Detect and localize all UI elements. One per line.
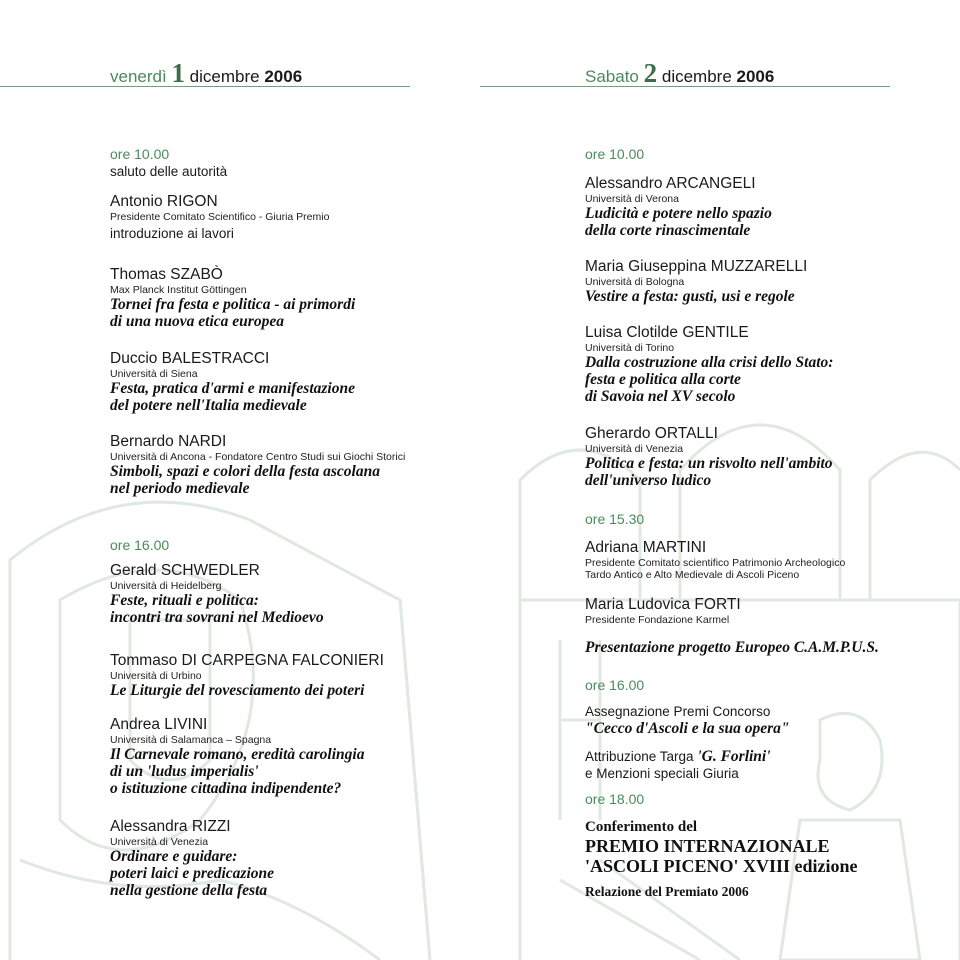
speaker-name: Duccio BALESTRACCI: [110, 350, 270, 367]
year: 2006: [264, 67, 303, 86]
speaker-name: Alessandra RIZZI: [110, 818, 231, 835]
right-day-header: [585, 60, 774, 87]
day-name: Sabato: [585, 67, 639, 86]
session-1530: [585, 511, 644, 528]
session-morning: [110, 146, 227, 180]
session-morning: [585, 146, 644, 163]
speaker-name: Tommaso DI CARPEGNA FALCONIERI: [110, 652, 384, 669]
session-time: ore 10.00: [585, 146, 645, 162]
speaker-gentile: [585, 324, 833, 405]
talk-title: Le Liturgie del rovesciamento dei poteri: [110, 682, 365, 699]
speaker-name: Maria Giuseppina MUZZARELLI: [585, 258, 808, 275]
award-title: "Cecco d'Ascoli e la sua opera": [585, 720, 790, 737]
speaker-name: Andrea LIVINI: [110, 716, 208, 733]
talk-title: di Savoia nel XV secolo: [585, 388, 736, 405]
session-time: ore 10.00: [110, 146, 170, 162]
speaker-affiliation: Tardo Antico e Alto Medievale di Ascoli Piceno: [585, 569, 800, 581]
speaker-affiliation: Presidente Comitato scientifico Patrimonio Archeologico: [585, 557, 846, 569]
speaker-affiliation: Università di Torino: [585, 342, 675, 354]
speaker-rigon: [110, 193, 329, 242]
session-time: ore 16.00: [585, 677, 645, 693]
speaker-name: Bernardo NARDI: [110, 433, 227, 450]
speaker-szabo: [110, 266, 355, 330]
left-day-header: [110, 60, 302, 87]
talk-title: di una nuova etica europea: [110, 313, 284, 330]
speaker-balestracci: [110, 350, 355, 414]
speaker-affiliation: Università di Verona: [585, 193, 679, 205]
speaker-name: Antonio RIGON: [110, 193, 218, 210]
talk-title: della corte rinascimentale: [585, 222, 751, 239]
day-number: 2: [643, 58, 658, 88]
speaker-affiliation: Università di Bologna: [585, 276, 685, 288]
speaker-affiliation: Università di Venezia: [585, 443, 684, 455]
speaker-name: Alessandro ARCANGELI: [585, 175, 756, 192]
year: 2006: [736, 67, 775, 86]
final-line4: Relazione del Premiato 2006: [585, 884, 749, 899]
speaker-livini: [110, 716, 364, 797]
speaker-forti: [585, 596, 741, 626]
targa-name: 'G. Forlini': [697, 748, 771, 765]
talk-title: Il Carnevale romano, eredità carolingia: [110, 746, 365, 763]
talk-title: Tornei fra festa e politica - ai primordi: [110, 296, 356, 313]
day-number: 1: [171, 58, 185, 88]
final-ceremony: [585, 818, 858, 900]
speaker-falconieri: [110, 652, 384, 699]
month: dicembre: [661, 67, 732, 86]
talk-title: Ordinare e guidare:: [110, 848, 238, 865]
session-1600: [585, 677, 644, 694]
talk-title: dell'universo ludico: [585, 472, 712, 489]
talk-title: Simboli, spazi e colori della festa ascolana: [110, 463, 380, 480]
targa-line: [585, 748, 771, 765]
talk-title: poteri laici e predicazione: [110, 865, 275, 882]
speaker-schwedler: [110, 562, 324, 626]
speaker-affiliation: Presidente Comitato Scientifico - Giuria Premio: [110, 211, 330, 223]
final-line1: Conferimento del: [585, 819, 698, 835]
speaker-arcangeli: [585, 175, 772, 239]
speaker-name: Gerald SCHWEDLER: [110, 562, 260, 579]
presentation-line: Presentazione progetto Europeo C.A.M.P.U.S.: [585, 639, 879, 656]
speaker-name: Maria Ludovica FORTI: [585, 596, 741, 613]
talk-title: Ludicità e potere nello spazio: [585, 205, 772, 222]
targa-prefix: Attribuzione Targa: [585, 749, 698, 764]
award-line: Assegnazione Premi Concorso: [585, 704, 771, 719]
figure-head-right: [818, 713, 882, 810]
speaker-affiliation: Università di Ancona - Fondatore Centro Studi sui Giochi Storici: [110, 451, 406, 463]
session-time: ore 16.00: [110, 537, 170, 553]
speaker-name: Thomas SZABÒ: [110, 266, 223, 283]
speaker-affiliation: Università di Heidelberg: [110, 580, 222, 592]
session-1800: [585, 791, 644, 808]
day-name: venerdì: [110, 67, 167, 86]
final-line3: 'ASCOLI PICENO' XVIII edizione: [585, 856, 858, 876]
talk-title: festa e politica alla corte: [585, 371, 741, 388]
talk-title: nel periodo medievale: [110, 480, 250, 497]
speaker-nardi: [110, 433, 405, 497]
speaker-affiliation: Presidente Fondazione Karmel: [585, 614, 730, 626]
greeting: saluto delle autorità: [110, 164, 228, 179]
session-time: ore 18.00: [585, 791, 645, 807]
speaker-name: Luisa Clotilde GENTILE: [585, 324, 749, 341]
speaker-muzzarelli: [585, 258, 807, 305]
talk-title: incontri tra sovrani nel Medioevo: [110, 609, 324, 626]
speaker-affiliation: Università di Siena: [110, 368, 198, 380]
targa-line2: e Menzioni speciali Giuria: [585, 766, 739, 781]
talk-title: Festa, pratica d'armi e manifestazione: [110, 380, 355, 397]
talk-title: nella gestione della festa: [110, 882, 268, 899]
talk-title: o istituzione cittadina indipendente?: [110, 780, 342, 797]
talk-title: del potere nell'Italia medievale: [110, 397, 307, 414]
speaker-martini: [585, 539, 845, 581]
talk-title: Politica e festa: un risvolto nell'ambito: [585, 455, 833, 472]
talk-title: Dalla costruzione alla crisi dello Stato:: [585, 354, 834, 371]
speaker-name: Gherardo ORTALLI: [585, 425, 718, 442]
speaker-note: introduzione ai lavori: [110, 226, 234, 241]
award-targa: [585, 748, 771, 782]
speaker-rizzi: [110, 818, 274, 899]
session-time: ore 15.30: [585, 511, 645, 527]
month: dicembre: [189, 67, 260, 86]
arch-right: [870, 452, 960, 600]
talk-title: di un 'ludus imperialis': [110, 763, 259, 780]
session-afternoon: [110, 537, 169, 554]
speaker-affiliation: Università di Venezia: [110, 836, 209, 848]
award-assignment: [585, 703, 789, 737]
final-line2: PREMIO INTERNAZIONALE: [585, 836, 830, 856]
speaker-ortalli: [585, 425, 833, 489]
speaker-affiliation: Università di Urbino: [110, 670, 202, 682]
talk-title: Feste, rituali e politica:: [110, 592, 259, 609]
speaker-affiliation: Università di Salamanca – Spagna: [110, 734, 272, 746]
speaker-name: Adriana MARTINI: [585, 539, 707, 556]
speaker-affiliation: Max Planck Institut Göttingen: [110, 284, 247, 296]
talk-title: Vestire a festa: gusti, usi e regole: [585, 288, 795, 305]
